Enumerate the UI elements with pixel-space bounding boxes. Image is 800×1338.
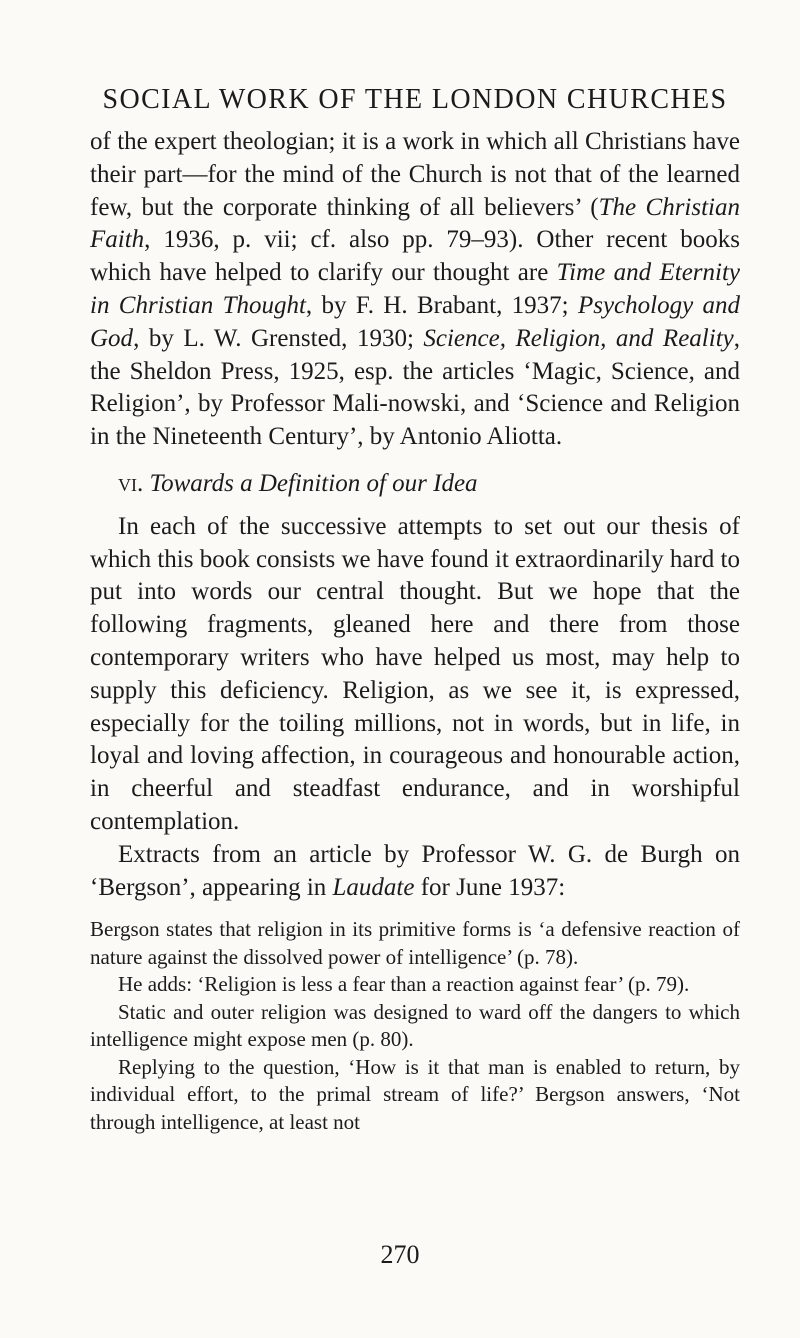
text-span: , the Sheldon Press, 1925, esp. the articles ‘Magic, Science, and Religion’, by Professor Mali-nowski, and ‘Science and Religion in the Nineteenth Century’, by Antonio Aliotta. [90, 324, 740, 451]
section-heading [118, 468, 740, 501]
extract-paragraph: Static and outer religion was designed to ward off the dangers to which intelligence might expose men (p. 80). [90, 999, 740, 1052]
book-title: The Christian Faith [90, 193, 740, 254]
section-number: vi. [118, 469, 144, 497]
book-title: Science, Religion, and Reality [423, 324, 734, 352]
extract-paragraph: Replying to the question, ‘How is it that man is enabled to return, by individual effort, to the primal stream of life?’ Bergson answers, ‘Not through intelligence, at least not [90, 1054, 740, 1134]
book-page [90, 82, 740, 1136]
text-span: , by F. H. Brabant, 1937; [305, 291, 578, 319]
extract-block [90, 916, 740, 1136]
text-span: , 1936, p. vii; cf. also pp. 79–93). Other recent books which have helped to clarify our thought are [90, 226, 740, 287]
page-number: 270 [380, 1240, 420, 1269]
running-head: SOCIAL WORK OF THE LONDON CHURCHES [102, 84, 728, 115]
extract-paragraph: He adds: ‘Religion is less a fear than a reaction against fear’ (p. 79). [118, 972, 690, 997]
paragraph-continuation [90, 126, 740, 454]
periodical-title: Laudate [332, 873, 415, 901]
book-title: Psychology and God [90, 291, 740, 352]
paragraph-intro [90, 839, 740, 905]
text-span: Extracts from an article by Professor W. G. de Burgh on ‘Bergson’, appearing in [90, 840, 740, 901]
section-title: Towards a Definition of our Idea [149, 469, 478, 497]
text-span: , by L. W. Grensted, 1930; [133, 324, 424, 352]
text-span: of the expert theologian; it is a work in which all Christians have their part—for the mind of the Church is not that of the learned few, but the corporate thinking of all believers’ ( [90, 128, 740, 221]
text-span: for June 1937: [414, 873, 566, 901]
paragraph: In each of the successive attempts to set out our thesis of which this book consists we have found it extraordinarily hard to put into words our central thought. But we hope that the following fragments, gleaned here and there from those contemporary writers who have helped us most, may help to supply this deficiency. Religion, as we see it, is expressed, especially for the toiling millions, not in words, but in life, in loyal and loving affection, in courageous and honourable action, in cheerful and steadfast endurance, and in worshipful contemplation. [90, 512, 740, 835]
book-title: Time and Eternity in Christian Thought [90, 259, 741, 319]
extract-paragraph: Bergson states that religion in its primitive forms is ‘a defensive reaction of nature against the dissolved power of intelligence’ (p. 78). [90, 917, 740, 969]
